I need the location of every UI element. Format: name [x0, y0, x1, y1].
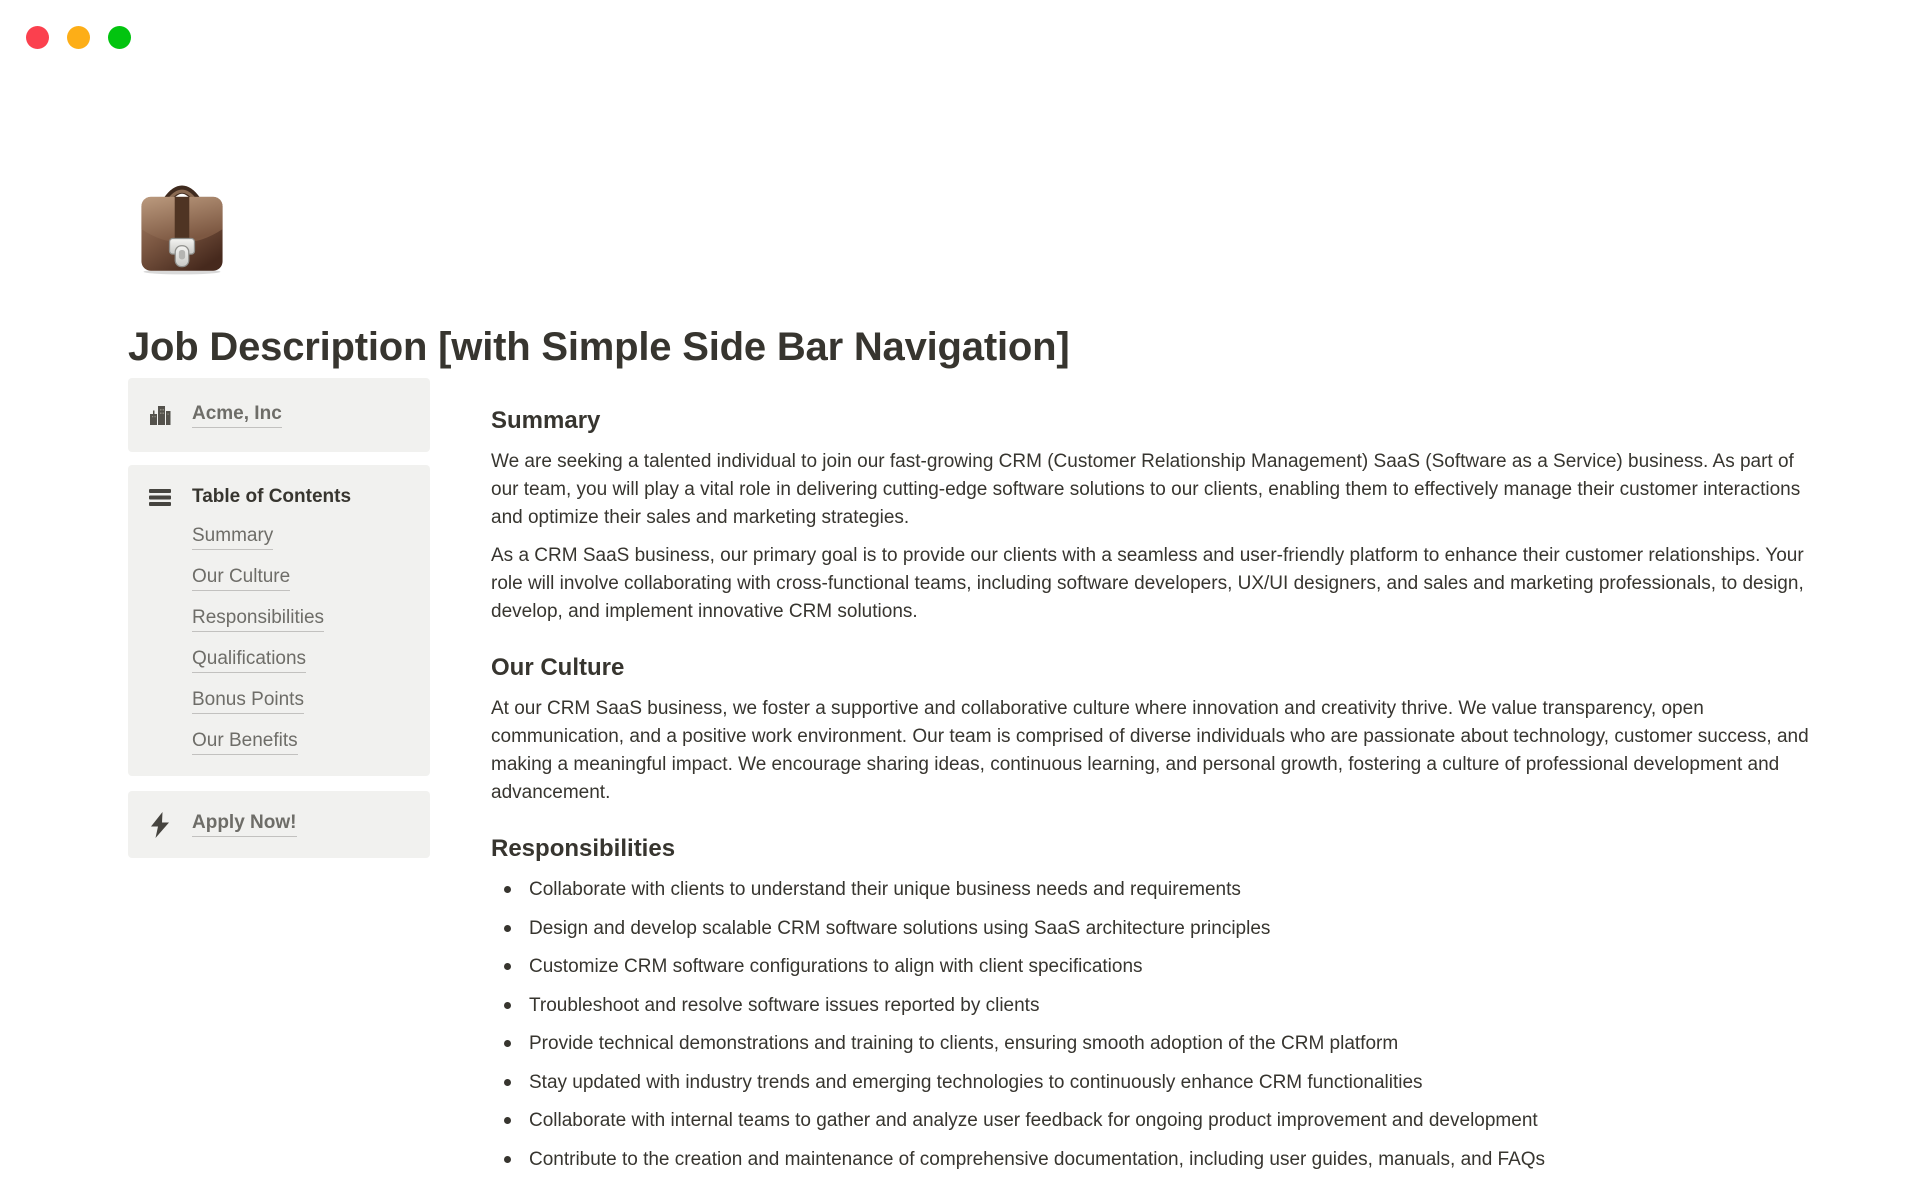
toc-link-bonus-points[interactable]: Bonus Points [192, 689, 304, 714]
list-item: Design and develop scalable CRM software solutions using SaaS architecture principles [491, 915, 1811, 943]
window-controls [26, 26, 131, 49]
toc-links [148, 525, 410, 755]
section-responsibilities [491, 833, 1811, 1174]
list-item: Contribute to the creation and maintenance of comprehensive documentation, including user guides, manuals, and FAQs [491, 1146, 1811, 1174]
sidebar-apply-card [128, 791, 430, 858]
toc-link-summary[interactable]: Summary [192, 525, 273, 550]
toc-link-our-culture[interactable]: Our Culture [192, 566, 290, 591]
list-item: Stay updated with industry trends and emerging technologies to continuously enhance CRM functionalities [491, 1069, 1811, 1097]
minimize-window-button[interactable] [67, 26, 90, 49]
briefcase-icon [130, 262, 234, 279]
list-item: Provide technical demonstrations and training to clients, ensuring smooth adoption of the CRM platform [491, 1030, 1811, 1058]
section-summary [491, 405, 1811, 626]
toc-header-label: Table of Contents [192, 486, 352, 507]
paragraph: We are seeking a talented individual to join our fast-growing CRM (Customer Relationship Management) SaaS (Software as a Service) business. As part of our team, you will play a vital role in delivering cutting-edge software solutions to our clients, enabling them to effectively manage their customer interactions and optimize their sales and marketing strategies. [491, 451, 1801, 528]
content-row [128, 378, 1811, 1174]
sidebar-company-card [128, 378, 430, 452]
list-menu-icon [148, 485, 172, 509]
toc-header [148, 485, 410, 509]
office-building-icon [148, 403, 172, 427]
list-item: Customize CRM software configurations to align with client specifications [491, 953, 1811, 981]
sidebar-toc-card [128, 465, 430, 776]
section-heading-our-culture: Our Culture [491, 654, 625, 681]
section-heading-responsibilities: Responsibilities [491, 835, 676, 862]
lightning-bolt-icon [148, 813, 172, 837]
page-title[interactable]: Job Description [with Simple Side Bar Navigation] [128, 324, 1070, 369]
responsibilities-list [491, 876, 1811, 1174]
sidebar-company-link[interactable]: Acme, Inc [192, 403, 282, 428]
paragraph: As a CRM SaaS business, our primary goal is to provide our clients with a seamless and user-friendly platform to enhance their customer relationships. Your role will involve collaborating with cross-functional teams, including software developers, UX/UI designers, and sales and marketing professionals, to design, develop, and implement innovative CRM solutions. [491, 545, 1804, 622]
document-body [491, 378, 1811, 1174]
sidebar [128, 378, 430, 858]
toc-link-qualifications[interactable]: Qualifications [192, 648, 306, 673]
sidebar-apply-now-link[interactable]: Apply Now! [192, 812, 297, 837]
toc-link-responsibilities[interactable]: Responsibilities [192, 607, 324, 632]
list-item: Collaborate with internal teams to gather and analyze user feedback for ongoing product improvement and development [491, 1107, 1811, 1135]
page-icon-briefcase[interactable] [130, 175, 234, 275]
toc-link-our-benefits[interactable]: Our Benefits [192, 730, 298, 755]
list-item: Troubleshoot and resolve software issues reported by clients [491, 992, 1811, 1020]
paragraph: At our CRM SaaS business, we foster a supportive and collaborative culture where innovation and creativity thrive. We value transparency, open communication, and a positive work environment. Our team is comprised of diverse individuals who are passionate about technology, customer success, and making a meaningful impact. We encourage sharing ideas, continuous learning, and personal growth, fostering a culture of professional development and advancement. [491, 698, 1809, 803]
section-our-culture [491, 652, 1811, 807]
list-item: Collaborate with clients to understand their unique business needs and requirements [491, 876, 1811, 904]
zoom-window-button[interactable] [108, 26, 131, 49]
section-heading-summary: Summary [491, 407, 601, 434]
close-window-button[interactable] [26, 26, 49, 49]
